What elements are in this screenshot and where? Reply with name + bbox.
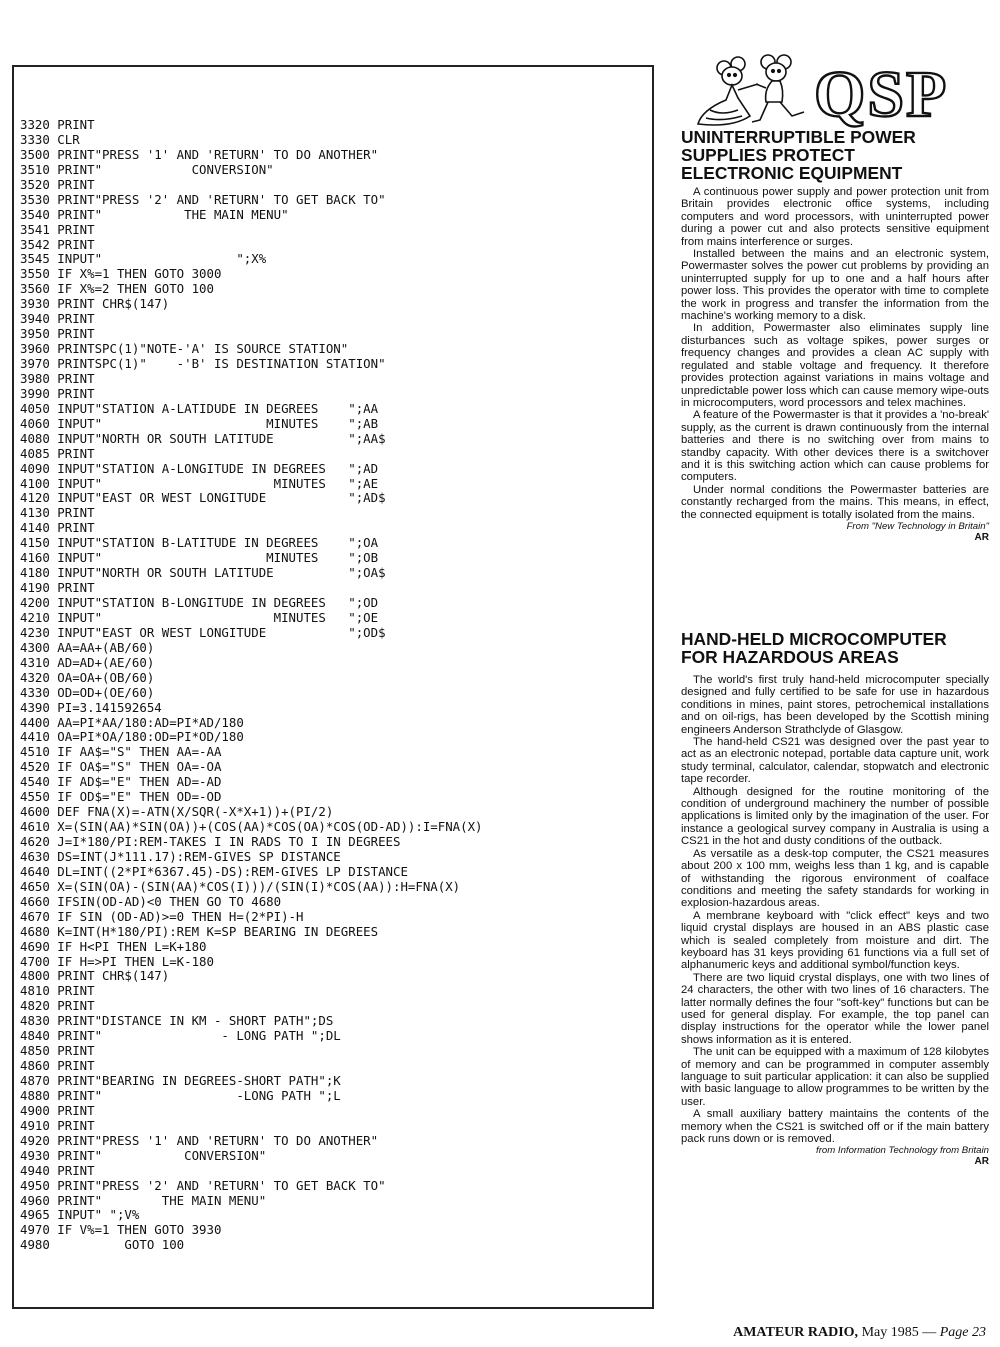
article-handheld-microcomputer <box>681 630 989 1167</box>
article-paragraph: As versatile as a desk-top computer, the CS21 measures about 200 x 100 mm, weighs less than 1 kg, and is capable of withstanding the rigorous environment of coalface conditions and meeting the safety standards for working in explosion-hazardous areas. <box>681 847 989 910</box>
article-paragraph: A feature of the Powermaster is that it provides a 'no-break' supply, as the current is drawn continuously from the internal batteries and there is no switching over from mains to standby capacity. With other devices there is a switchover and it is this switching action which can cause problems for computers. <box>681 409 989 484</box>
code-line: 4680 K=INT(H*180/PI):REM K=SP BEARING IN DEGREES <box>20 923 379 939</box>
code-line: 4950 PRINT"PRESS '2' AND 'RETURN' TO GET BACK TO" <box>20 1177 386 1193</box>
article-headline: UNINTERRUPTIBLE POWER SUPPLIES PROTECT ELECTRONIC EQUIPMENT <box>681 127 916 183</box>
code-line: 4200 INPUT"STATION B-LONGITUDE IN DEGREES ";OD <box>20 595 379 610</box>
code-line: 4910 PRINT <box>20 1117 95 1133</box>
code-line: 3541 PRINT <box>20 221 95 237</box>
code-line: 4660 IFSIN(OD-AD)<0 THEN GO TO 4680 <box>20 893 282 909</box>
code-line: 4880 PRINT" -LONG PATH ";L <box>20 1087 341 1103</box>
page-number: Page 23 <box>939 1325 986 1340</box>
code-line: 4100 INPUT" MINUTES ";AE <box>20 475 379 491</box>
code-line: 4650 X=(SIN(OA)-(SIN(AA)*COS(I)))/(SIN(I)*COS(AA)):H=FNA(X) <box>20 878 461 894</box>
code-line: 4870 PRINT"BEARING IN DEGREES-SHORT PATH";K <box>20 1073 341 1088</box>
page-footer <box>733 1325 986 1341</box>
code-line: 4180 INPUT"NORTH OR SOUTH LATITUDE ";OA$ <box>20 565 386 581</box>
code-line: 3940 PRINT <box>20 311 95 327</box>
code-line: 4085 PRINT <box>20 445 95 461</box>
code-line: 4930 PRINT" CONVERSION" <box>20 1147 267 1163</box>
code-line: 3520 PRINT <box>20 176 95 192</box>
article-paragraph: The hand-held CS21 was designed over the past year to act as an electronic notepad, portable data capture unit, work study terminal, calculator, calendar, stopwatch and electronic tape recorder. <box>681 736 989 786</box>
code-line: 4970 IF V%=1 THEN GOTO 3930 <box>20 1222 222 1238</box>
article-signature: AR <box>974 531 989 543</box>
code-line: 4830 PRINT"DISTANCE IN KM - SHORT PATH";DS <box>20 1013 334 1029</box>
code-line: 3510 PRINT" CONVERSION" <box>20 161 274 177</box>
code-line: 4800 PRINT CHR$(147) <box>20 968 170 984</box>
code-line: 4640 DL=INT((2*PI*6367.45)-DS):REM-GIVES LP DISTANCE <box>20 863 408 879</box>
code-line: 3970 PRINTSPC(1)" -'B' IS DESTINATION STATION" <box>20 356 386 371</box>
code-line: 4900 PRINT <box>20 1102 95 1118</box>
code-line: 4620 J=I*180/PI:REM-TAKES I IN RADS TO I IN DEGREES <box>20 834 401 849</box>
code-line: 4860 PRINT <box>20 1058 95 1074</box>
code-line: 4610 X=(SIN(AA)*SIN(OA))+(COS(AA)*COS(OA)*COS(OD-AD)):I=FNA(X) <box>20 819 483 835</box>
code-line: 4130 PRINT <box>20 505 95 521</box>
article-paragraph: The world's first truly hand-held microcomputer specially designed and fully certified to be safe for use in hazardous conditions in mines, paint stores, petrochemical installations and on oil-rigs, has been developed by the Scottish mining engineers Anderson Strathclyde of Glasgow. <box>681 674 989 736</box>
article-paragraph: Under normal conditions the Powermaster batteries are constantly recharged from the mains. This means, in effect, the connected equipment is totally isolated from the mains. <box>681 483 989 521</box>
article-paragraph: The unit can be equipped with a maximum of 128 kilobytes of memory and can be programmed in computer assembly language to suit particular application: it can also be supplied with basic language to allow programmes to be written by the user. <box>681 1046 989 1108</box>
article-paragraph: Although designed for the routine monitoring of the condition of underground machinery the number of possible applications is limited only by the imagination of the user. For instance a geological survey company in Australia is using a CS21 in the hot and dusty conditions of the outback. <box>681 785 989 848</box>
code-line: 4210 INPUT" MINUTES ";OE <box>20 609 379 625</box>
code-line: 4140 PRINT <box>20 520 95 536</box>
code-line: 3930 PRINT CHR$(147) <box>20 296 170 312</box>
code-line: 3540 PRINT" THE MAIN MENU" <box>20 206 289 222</box>
code-line: 4310 AD=AD+(AE/60) <box>20 654 155 670</box>
code-line: 4390 PI=3.141592654 <box>20 699 162 715</box>
article-paragraph: In addition, Powermaster also eliminates supply line disturbances such as voltage spikes, power surges or frequency changes and provides a clean AC supply with regulated and stable voltage and frequency. It therefore provides protection against variations in mains voltage and unpredictable power loss which can cause memory wipe-outs in microcomputers, word processors and telex machines. <box>681 322 989 409</box>
logo-text: QSP <box>814 58 949 130</box>
code-line: 4920 PRINT"PRESS '1' AND 'RETURN' TO DO ANOTHER" <box>20 1132 379 1148</box>
code-line: 4840 PRINT" - LONG PATH ";DL <box>20 1028 341 1044</box>
article-power-supplies <box>681 128 989 543</box>
code-line: 3542 PRINT <box>20 236 95 252</box>
code-line: 3550 IF X%=1 THEN GOTO 3000 <box>20 266 222 282</box>
code-line: 4050 INPUT"STATION A-LATIDUDE IN DEGREES ";AA <box>20 400 379 416</box>
article-headline: HAND-HELD MICROCOMPUTER FOR HAZARDOUS AREAS <box>681 629 947 667</box>
code-line: 3980 PRINT <box>20 370 95 386</box>
code-line: 4080 INPUT"NORTH OR SOUTH LATITUDE ";AA$ <box>20 430 386 446</box>
basic-program-listing <box>20 118 483 1253</box>
code-line: 4510 IF AA$="S" THEN AA=-AA <box>20 744 222 760</box>
code-line: 4850 PRINT <box>20 1043 95 1059</box>
code-line: 4600 DEF FNA(X)=-ATN(X/SQR(-X*X+1))+(PI/2) <box>20 804 334 820</box>
code-line: 4160 INPUT" MINUTES ";OB <box>20 550 379 566</box>
code-line: 4410 OA=PI*OA/180:OD=PI*OD/180 <box>20 729 244 745</box>
code-line: 4550 IF OD$="E" THEN OD=-OD <box>20 789 222 805</box>
code-line: 4820 PRINT <box>20 998 95 1014</box>
code-line: 3545 INPUT" ";X% <box>20 251 267 267</box>
article-paragraph: Installed between the mains and an electronic system, Powermaster solves the power cut problems by providing an uninterrupted supply for up to one and a half hours after power loss. This provides the operator with time to complete the work in progress and transfer the information from the machine's working memory to a disk. <box>681 248 989 323</box>
code-line: 4700 IF H=>PI THEN L=K-180 <box>20 953 214 969</box>
code-line: 3330 CLR <box>20 131 80 147</box>
code-line: 4810 PRINT <box>20 983 95 999</box>
code-line: 4150 INPUT"STATION B-LATITUDE IN DEGREES ";OA <box>20 535 379 551</box>
article-signature: AR <box>974 1156 989 1168</box>
code-line: 3960 PRINTSPC(1)"NOTE-'A' IS SOURCE STATION" <box>20 341 349 357</box>
qsp-logo <box>692 50 984 130</box>
code-line: 4320 OA=OA+(OB/60) <box>20 669 155 685</box>
publication-name: AMATEUR RADIO, <box>733 1325 859 1340</box>
code-line: 4230 INPUT"EAST OR WEST LONGITUDE ";OD$ <box>20 624 386 640</box>
article-paragraph: A membrane keyboard with "click effect" keys and two liquid crystal displays are housed in an ABS plastic case which is sealed completely from moisture and dirt. The keyboard has 31 keys providing 61 functions via a full set of alphanumeric keys and additional symbol/function keys. <box>681 909 989 972</box>
code-line: 4965 INPUT" ";V% <box>20 1207 140 1223</box>
code-line: 4060 INPUT" MINUTES ";AB <box>20 415 379 431</box>
code-line: 3990 PRINT <box>20 385 95 401</box>
code-line: 4940 PRINT <box>20 1162 95 1178</box>
code-line: 3320 PRINT <box>20 117 95 132</box>
code-line: 4670 IF SIN (OD-AD)>=0 THEN H=(2*PI)-H <box>20 908 304 924</box>
article-paragraph: A small auxiliary battery maintains the contents of the memory when the CS21 is switched off or if the main battery pack runs down or is removed. <box>681 1108 989 1146</box>
article-paragraph: There are two liquid crystal displays, one with two lines of 24 characters, the other with two lines of 16 characters. The latter normally defines the four "soft-key" functions but can be used for general display. For example, the top panel can display instructions for the operator while the lower panel shows information as it is entered. <box>681 971 989 1046</box>
code-line: 4120 INPUT"EAST OR WEST LONGITUDE ";AD$ <box>20 490 386 506</box>
code-line: 4330 OD=OD+(OE/60) <box>20 684 155 700</box>
code-line: 4630 DS=INT(J*111.17):REM-GIVES SP DISTANCE <box>20 848 341 864</box>
code-line: 4090 INPUT"STATION A-LONGITUDE IN DEGREES ";AD <box>20 460 379 476</box>
code-line: 4400 AA=PI*AA/180:AD=PI*AD/180 <box>20 714 244 730</box>
code-line: 4980 GOTO 100 <box>20 1237 185 1253</box>
article-credit: from Information Technology from Britain <box>816 1145 989 1157</box>
code-line: 3560 IF X%=2 THEN GOTO 100 <box>20 281 214 297</box>
code-line: 4520 IF OA$="S" THEN OA=-OA <box>20 759 222 775</box>
code-line: 3530 PRINT"PRESS '2' AND 'RETURN' TO GET BACK TO" <box>20 191 386 207</box>
code-line: 3500 PRINT"PRESS '1' AND 'RETURN' TO DO ANOTHER" <box>20 146 379 162</box>
code-line: 4300 AA=AA+(AB/60) <box>20 639 155 655</box>
article-credit: From "New Technology in Britain" <box>846 520 989 532</box>
code-line: 3950 PRINT <box>20 326 95 342</box>
code-line: 4190 PRINT <box>20 580 95 596</box>
code-line: 4690 IF H<PI THEN L=K+180 <box>20 938 207 954</box>
issue-date: May 1985 — <box>858 1325 940 1340</box>
code-line: 4540 IF AD$="E" THEN AD=-AD <box>20 774 222 790</box>
article-paragraph: A continuous power supply and power protection unit from Britain provides electronic office systems, including computers and word processors, with uninterrupted power during a power cut and also protects sensitive equipment from mains interference or surges. <box>681 186 989 248</box>
code-line: 4960 PRINT" THE MAIN MENU" <box>20 1192 267 1208</box>
